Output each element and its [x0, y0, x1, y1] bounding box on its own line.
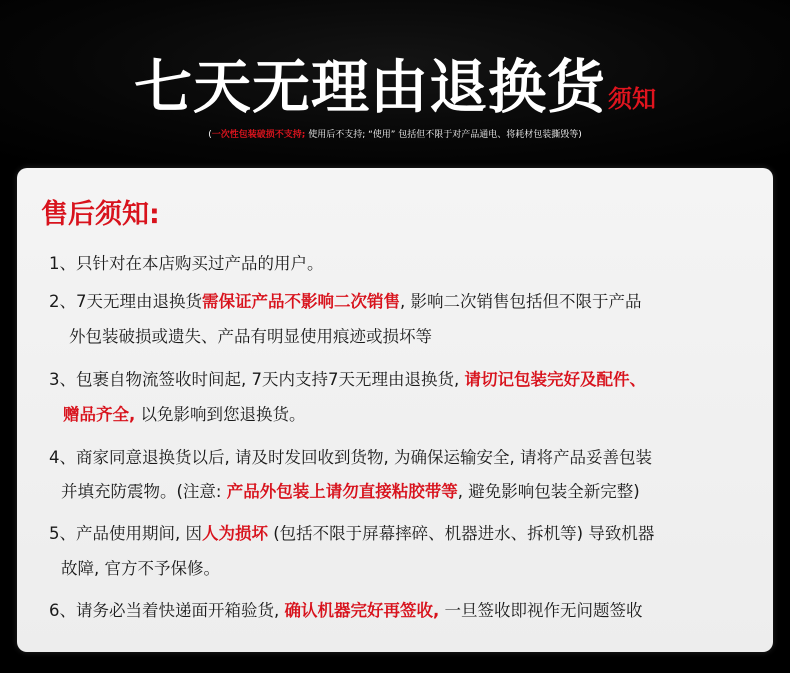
list-item-highlight: 确认机器完好再签收, [284, 601, 440, 620]
list-item-4-line-1 [49, 448, 652, 468]
list-item-2-line-1 [49, 292, 642, 312]
list-item-text: 2、7天无理由退换货 [49, 292, 202, 311]
list-item-text: 以免影响到您退换货。 [135, 405, 306, 424]
list-item-text: 3、包裹自物流签收时间起, 7天内支持7天无理由退换货, [49, 370, 465, 389]
subtitle-open: ( [208, 130, 212, 140]
subtitle [0, 127, 790, 140]
list-item-text: 5、产品使用期间, 因 [49, 524, 202, 543]
list-item-3-line-2 [63, 405, 306, 425]
list-item-5-line-2 [61, 559, 220, 579]
list-item-1-line-1 [49, 254, 324, 274]
subtitle-rest: 使用后不支持; “使用” 包括但不限于对产品通电、将耗材包装撕毁等) [305, 130, 582, 140]
list-item-text: 故障, 官方不予保修。 [61, 559, 220, 578]
list-item-2-line-2 [69, 327, 432, 347]
list-item-4-line-2 [61, 482, 640, 502]
list-item-highlight: 需保证产品不影响二次销售 [202, 292, 400, 311]
list-item-text: 6、请务必当着快递面开箱验货, [49, 601, 285, 620]
notice-card [17, 168, 773, 652]
list-item-text: (包括不限于屏幕摔碎、机器进水、拆机等) 导致机器 [268, 524, 655, 543]
list-item-highlight: 请切记包装完好及配件、 [464, 370, 646, 389]
list-item-highlight: 赠品齐全, [63, 405, 136, 424]
list-item-highlight: 人为损坏 [202, 524, 268, 543]
title-suffix: 须知 [608, 85, 656, 113]
list-item-text: 并填充防震物。(注意: [61, 482, 227, 501]
header-banner [0, 0, 790, 160]
list-item-text: 1、只针对在本店购买过产品的用户。 [49, 254, 324, 273]
list-item-5-line-1 [49, 524, 654, 544]
list-item-3-line-1 [49, 370, 646, 390]
page-title [0, 40, 790, 124]
subtitle-highlight: 一次性包装破损不支持; [211, 130, 306, 140]
list-item-text: 外包装破损或遗失、产品有明显使用痕迹或损坏等 [69, 327, 432, 346]
list-item-highlight: 产品外包装上请勿直接粘胶带等 [226, 482, 458, 501]
list-item-6-line-1 [49, 601, 643, 621]
list-item-text: 4、商家同意退换货以后, 请及时发回收到货物, 为确保运输安全, 请将产品妥善包装 [49, 448, 652, 467]
card-title: 售后须知: [41, 199, 160, 230]
title-main: 七天无理由退换货 [133, 53, 606, 121]
list-item-text: , 影响二次销售包括但不限于产品 [400, 292, 642, 311]
list-item-text: , 避免影响包装全新完整) [457, 482, 640, 501]
list-item-text: 一旦签收即视作无问题签收 [439, 601, 643, 620]
